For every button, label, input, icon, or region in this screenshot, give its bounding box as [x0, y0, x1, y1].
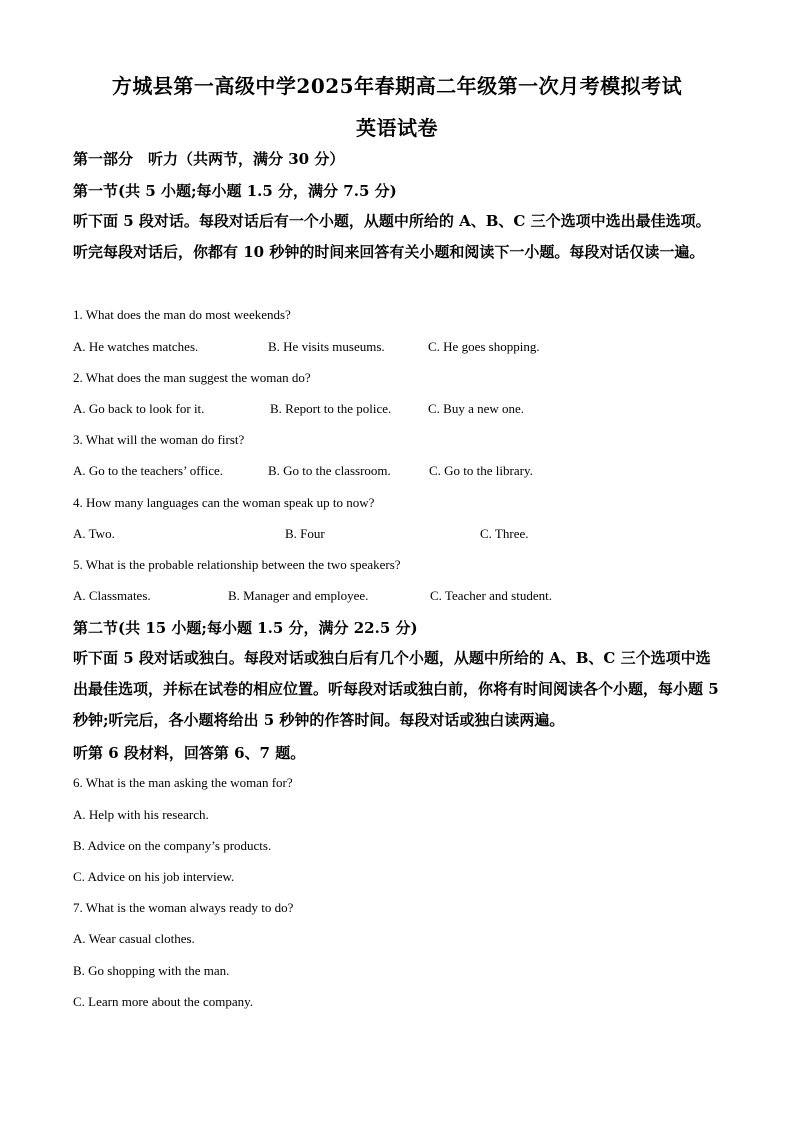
q7-option-c: C. Learn more about the company. [73, 994, 254, 1009]
section1-instructions: 听下面 5 段对话。每段对话后有一个小题，从题中所给的 A、B、C 三个选项中选出最佳选项。听完每段对话后，你都有 10 秒钟的时间来回答有关小题和阅读下一小题。每段对话仅读一遍。 [73, 212, 711, 261]
q6-option-a: A. Help with his research. [73, 807, 209, 822]
q1-option-a: A. He watches matches. [73, 339, 199, 354]
question-2: 2. What does the man suggest the woman do? [73, 370, 311, 385]
question-4: 4. How many languages can the woman speak up to now? [73, 495, 375, 510]
question-1: 1. What does the man do most weekends? [73, 307, 291, 322]
q5-option-b: B. Manager and employee. [228, 588, 369, 603]
q4-option-a: A. Two. [73, 526, 115, 541]
q2-option-b: B. Report to the police. [270, 401, 392, 416]
q7-option-b: B. Go shopping with the man. [73, 963, 230, 978]
q6-option-b: B. Advice on the company’s products. [73, 838, 272, 853]
question-6: 6. What is the man asking the woman for? [73, 775, 293, 790]
q6-option-c: C. Advice on his job interview. [73, 869, 235, 884]
question-5: 5. What is the probable relationship between the two speakers? [73, 557, 401, 572]
material-note: 听第 6 段材料，回答第 6、7 题。 [73, 744, 306, 762]
part1-heading: 第一部分 听力（共两节，满分 30 分） [73, 150, 345, 168]
q2-option-c: C. Buy a new one. [428, 401, 525, 416]
q2-option-a: A. Go back to look for it. [73, 401, 205, 416]
q5-option-a: A. Classmates. [73, 588, 151, 603]
q1-option-c: C. He goes shopping. [428, 339, 540, 354]
q1-option-b: B. He visits museums. [268, 339, 385, 354]
q4-option-b: B. Four [285, 526, 325, 541]
question-3: 3. What will the woman do first? [73, 432, 245, 447]
exam-subtitle: 英语试卷 [356, 116, 438, 140]
exam-title: 方城县第一高级中学2025年春期高二年级第一次月考模拟考试 [111, 74, 683, 98]
q3-option-b: B. Go to the classroom. [268, 463, 391, 478]
section2-instructions: 听下面 5 段对话或独白。每段对话或独白后有几个小题，从题中所给的 A、B、C 三个选项中选出最佳选项，并标在试卷的相应位置。听每段对话或独白前，你将有时间阅读各个小题，每小题 5 秒钟;听完后，各小题将给出 5 秒钟的作答时间。每段对话或独白读两遍。 [73, 649, 719, 729]
q5-option-c: C. Teacher and student. [430, 588, 552, 603]
section2-heading: 第二节(共 15 小题;每小题 1.5 分，满分 22.5 分) [73, 619, 418, 637]
question-7: 7. What is the woman always ready to do? [73, 900, 294, 915]
q3-option-a: A. Go to the teachers’ office. [73, 463, 224, 478]
q4-option-c: C. Three. [480, 526, 529, 541]
section1-heading: 第一节(共 5 小题;每小题 1.5 分，满分 7.5 分) [73, 182, 397, 200]
q3-option-c: C. Go to the library. [429, 463, 533, 478]
q7-option-a: A. Wear casual clothes. [73, 931, 195, 946]
